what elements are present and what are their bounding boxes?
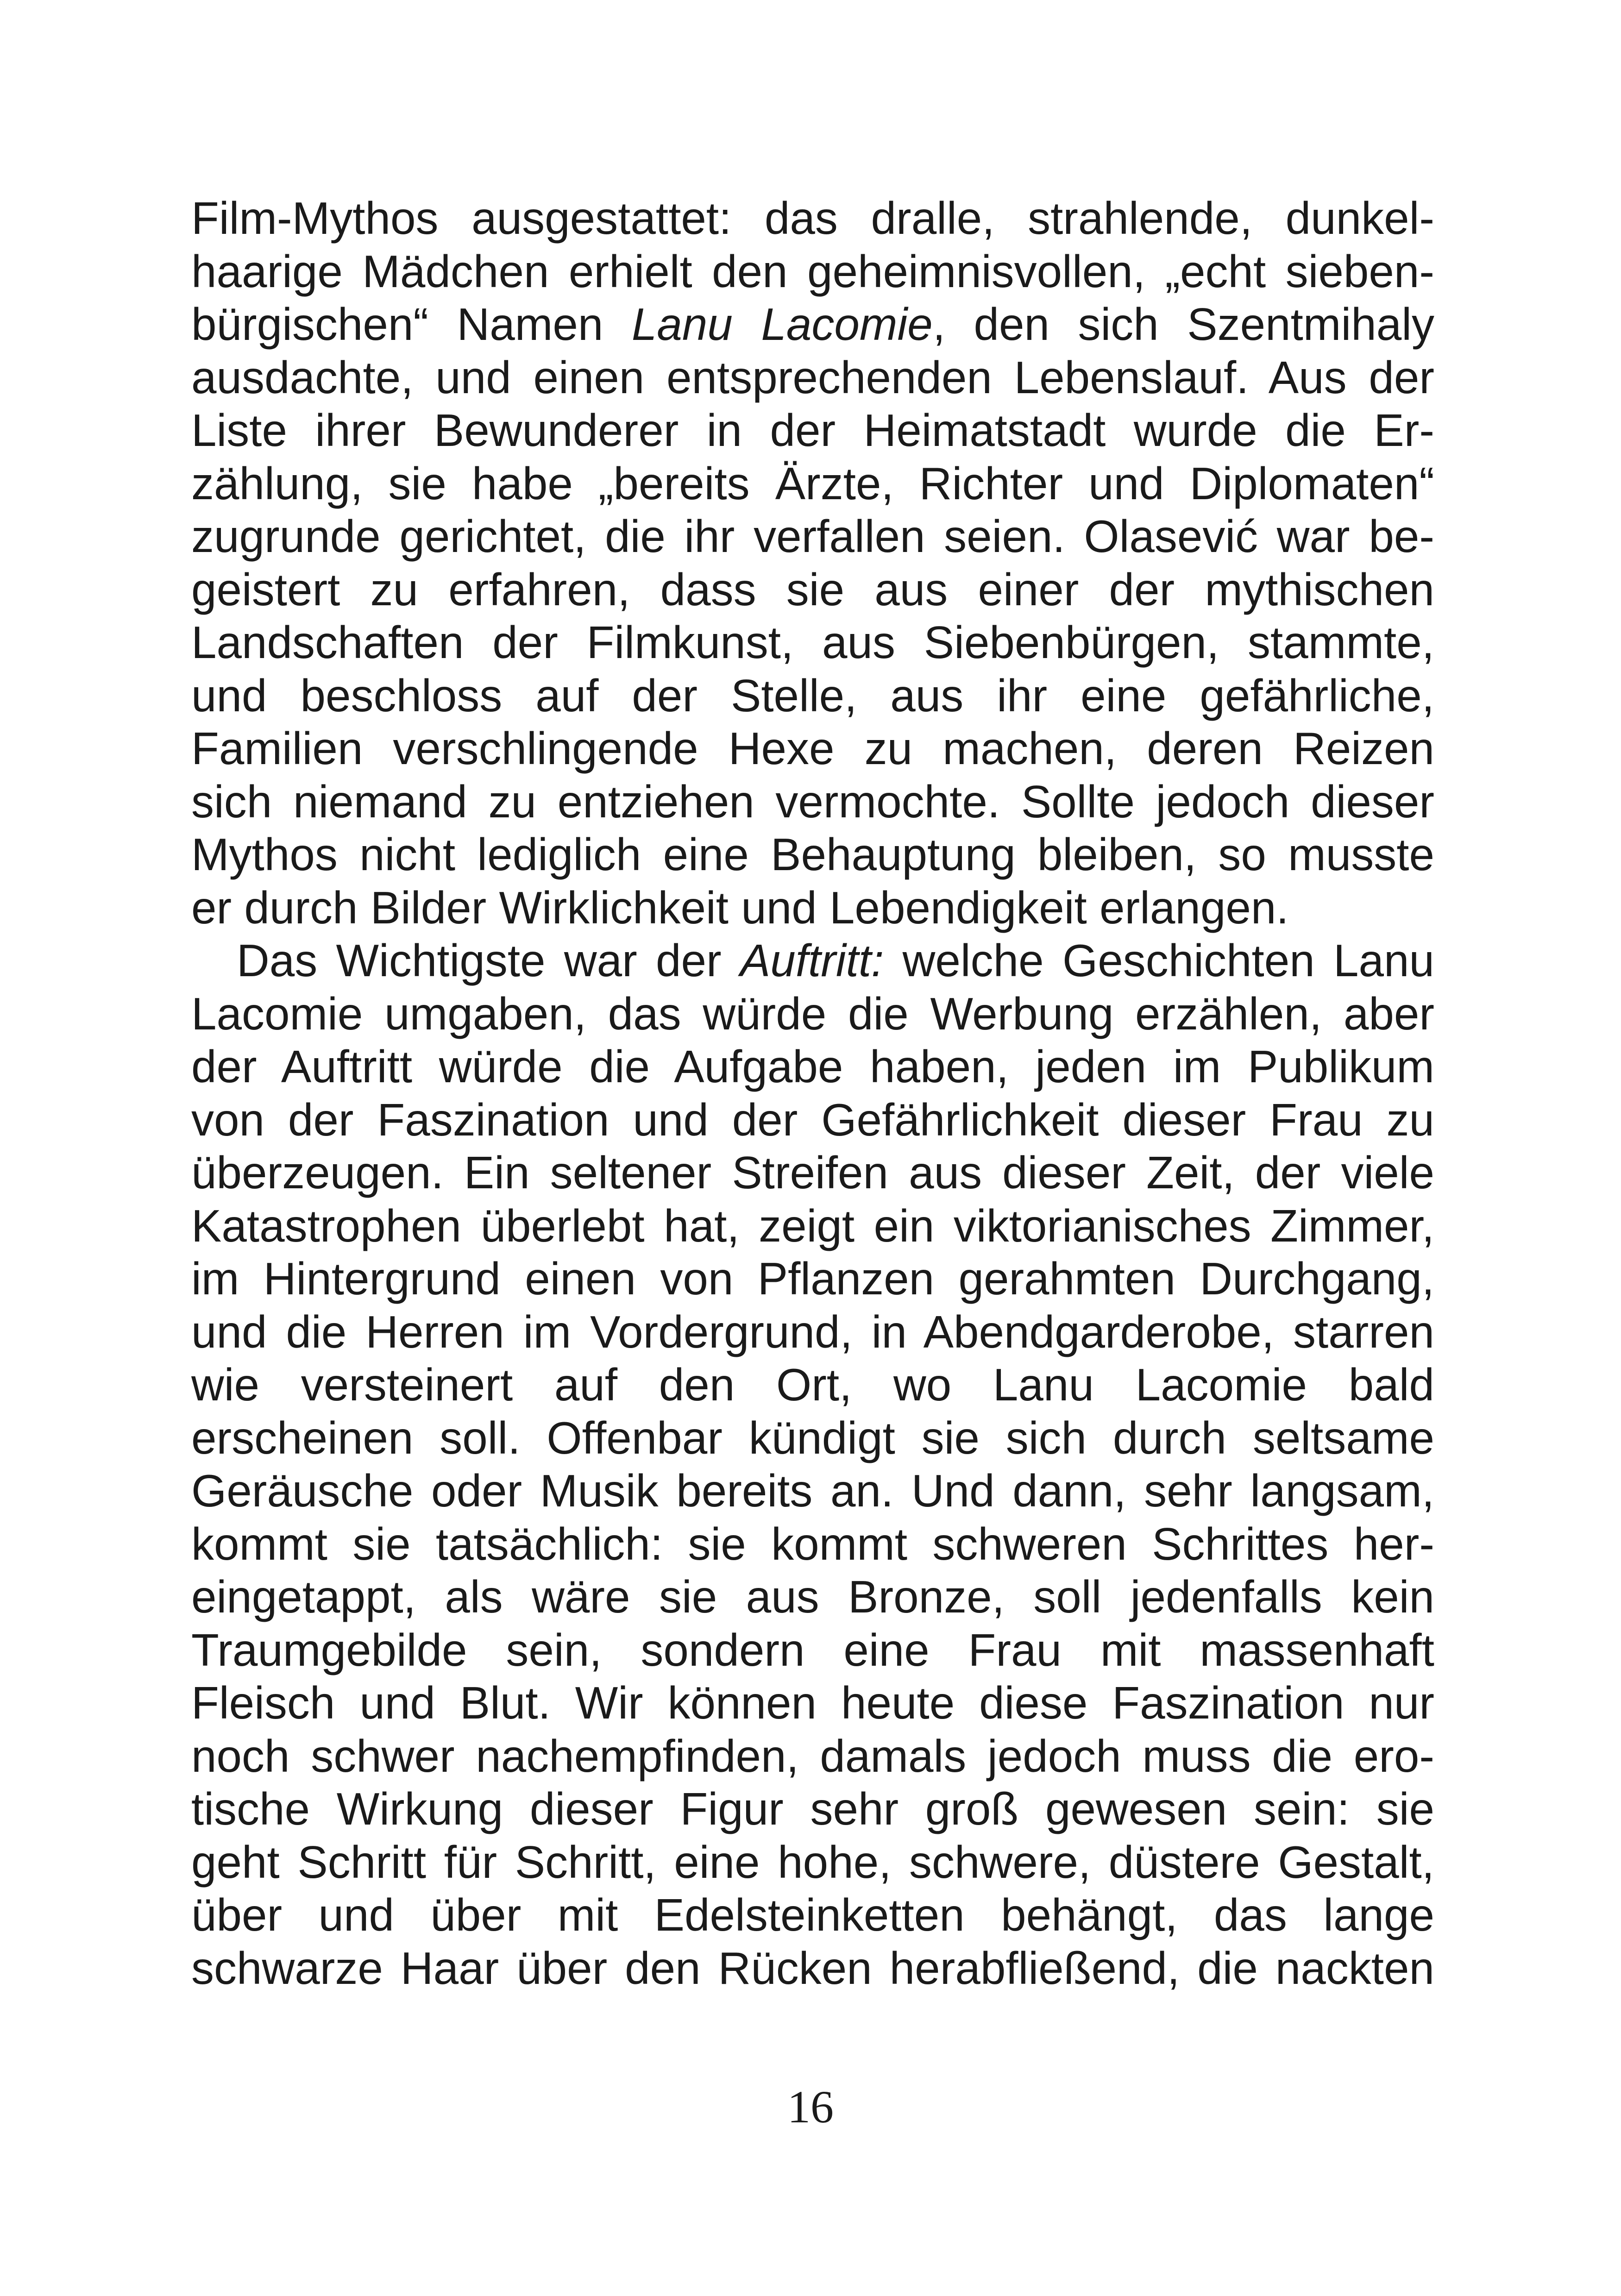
text-segment: Landschaften der Filmkunst, aus Siebenbürgen, stammte,	[191, 617, 1434, 668]
text-line	[191, 1199, 1434, 1253]
text-line	[191, 245, 1434, 298]
text-segment: haarige Mädchen erhielt den geheimnisvollen, „echt sieben-	[191, 245, 1434, 297]
text-line	[191, 510, 1434, 563]
text-line	[191, 987, 1434, 1041]
text-segment: , den sich Szentmihaly	[932, 299, 1434, 350]
text-segment: über und über mit Edelsteinketten behängt, das lange	[191, 1889, 1434, 1940]
text-line	[191, 1570, 1434, 1624]
text-segment: von der Faszination und der Gefährlichkeit dieser Frau zu	[191, 1094, 1434, 1145]
text-line	[191, 563, 1434, 616]
text-segment: zugrunde gerichtet, die ihr verfallen seien. Olasević war be-	[191, 511, 1434, 562]
text-segment: noch schwer nachempfinden, damals jedoch muss die ero-	[191, 1730, 1434, 1782]
text-segment: bürgischen“ Namen	[191, 299, 632, 350]
text-segment: Fleisch und Blut. Wir können heute diese Faszination nur	[191, 1677, 1434, 1728]
body-text	[191, 192, 1434, 1995]
text-line	[191, 1518, 1434, 1571]
text-segment: wie versteinert auf den Ort, wo Lanu Lacomie bald	[191, 1359, 1434, 1410]
text-segment: und beschloss auf der Stelle, aus ihr eine gefährliche,	[191, 670, 1434, 721]
text-line	[191, 669, 1434, 722]
text-line	[191, 1836, 1434, 1889]
text-line	[191, 192, 1434, 245]
text-segment: der Auftritt würde die Aufgabe haben, jeden im Publikum	[191, 1041, 1434, 1092]
text-line	[191, 1358, 1434, 1411]
text-segment: und die Herren im Vordergrund, in Abendgarderobe, starren	[191, 1306, 1434, 1357]
text-segment: Film-Mythos ausgestattet: das dralle, strahlende, dunkel-	[191, 193, 1434, 244]
text-segment: tische Wirkung dieser Figur sehr groß gewesen sein: sie	[191, 1783, 1434, 1834]
text-line	[191, 1942, 1434, 1995]
text-line	[191, 404, 1434, 457]
text-line	[191, 934, 1434, 987]
text-line	[191, 351, 1434, 404]
text-line	[191, 775, 1434, 828]
text-segment: kommt sie tatsächlich: sie kommt schweren Schrittes her-	[191, 1518, 1434, 1569]
text-line	[191, 1252, 1434, 1305]
text-segment: Familien verschlingende Hexe zu machen, deren Reizen	[191, 723, 1434, 774]
text-segment: sich niemand zu entziehen vermochte. Sollte jedoch dieser	[191, 776, 1434, 827]
text-line	[191, 1411, 1434, 1465]
text-segment: geht Schritt für Schritt, eine hohe, schwere, düstere Gestalt,	[191, 1836, 1434, 1888]
text-segment: er durch Bilder Wirklichkeit und Lebendigkeit erlangen.	[191, 882, 1289, 933]
text-line	[191, 1464, 1434, 1518]
text-segment: Das Wichtigste war der	[237, 935, 740, 986]
text-segment: welche Geschichten Lanu	[884, 935, 1434, 986]
text-segment: Liste ihrer Bewunderer in der Heimatstadt wurde die Er-	[191, 405, 1434, 456]
text-line	[191, 457, 1434, 510]
text-line	[191, 1782, 1434, 1836]
text-segment: schwarze Haar über den Rücken herabfließend, die nackten	[191, 1942, 1434, 1994]
text-line	[191, 881, 1434, 935]
text-line	[191, 616, 1434, 669]
text-line	[191, 298, 1434, 351]
text-line	[191, 1888, 1434, 1942]
text-segment: Traumgebilde sein, sondern eine Frau mit massenhaft	[191, 1624, 1434, 1675]
text-segment: ausdachte, und einen entsprechenden Lebenslauf. Aus der	[191, 351, 1434, 403]
text-line	[191, 722, 1434, 775]
text-line	[191, 828, 1434, 881]
text-segment: eingetappt, als wäre sie aus Bronze, soll jedenfalls kein	[191, 1571, 1434, 1622]
text-segment: zählung, sie habe „bereits Ärzte, Richter und Diplomaten“	[191, 458, 1434, 509]
text-line	[191, 1146, 1434, 1199]
text-line	[191, 1305, 1434, 1359]
text-line	[191, 1624, 1434, 1677]
italic-text: Auftritt:	[740, 935, 884, 986]
text-segment: geistert zu erfahren, dass sie aus einer der mythischen	[191, 564, 1434, 615]
text-line	[191, 1040, 1434, 1093]
text-segment: überzeugen. Ein seltener Streifen aus dieser Zeit, der viele	[191, 1147, 1434, 1198]
italic-text: Lanu Lacomie	[631, 299, 933, 350]
text-segment: im Hintergrund einen von Pflanzen gerahmten Durchgang,	[191, 1253, 1434, 1304]
text-segment: Lacomie umgaben, das würde die Werbung erzählen, aber	[191, 988, 1434, 1039]
page-number: 16	[787, 2081, 834, 2133]
text-segment: Mythos nicht lediglich eine Behauptung bleiben, so musste	[191, 829, 1434, 880]
text-segment: erscheinen soll. Offenbar kündigt sie sich durch seltsame	[191, 1412, 1434, 1463]
text-line	[191, 1676, 1434, 1730]
text-line	[191, 1730, 1434, 1783]
text-line	[191, 1093, 1434, 1147]
text-segment: Geräusche oder Musik bereits an. Und dann, sehr langsam,	[191, 1465, 1434, 1516]
text-segment: Katastrophen überlebt hat, zeigt ein viktorianisches Zimmer,	[191, 1200, 1434, 1251]
